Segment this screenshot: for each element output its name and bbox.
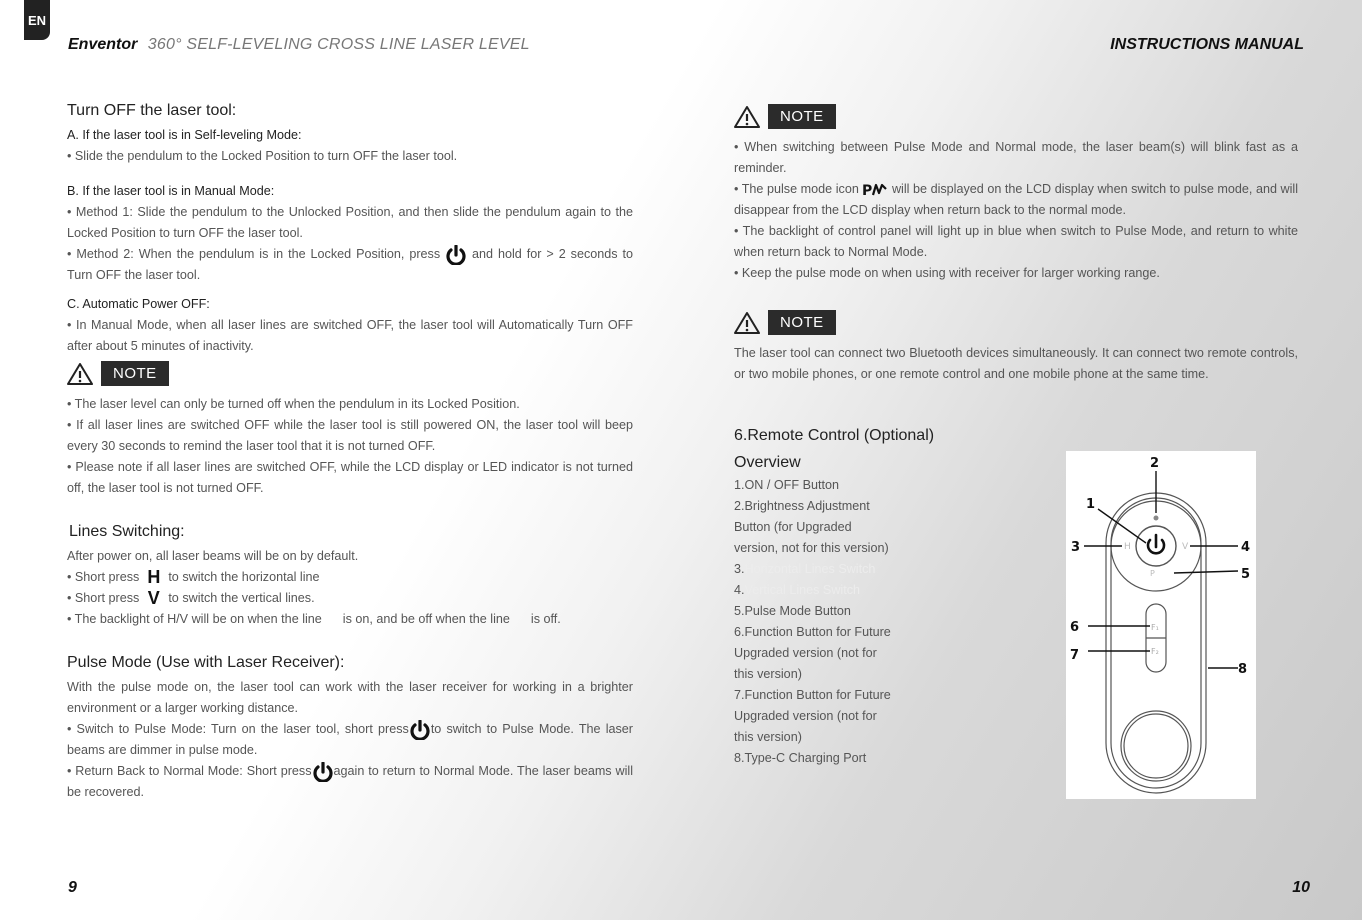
pulse-switch-text: • Switch to Pulse Mode: Turn on the laser tool, short press to switch to Pulse Mode. The laser beams are dimmer in pulse mode. (67, 719, 633, 761)
list-item: 5.Pulse Mode Button (734, 604, 851, 618)
note-item: • The pulse mode icon P will be displayed on the LCD display when switch to pulse mode, and will disappear from the LCD display when return back to the normal mode. (734, 182, 1299, 217)
list-item: this version) (734, 667, 802, 681)
callout-8: 8 (1238, 662, 1248, 677)
section-b-title: B. If the laser tool is in Manual Mode: (67, 184, 275, 198)
overview-heading: Overview (734, 454, 801, 471)
pulse-intro: With the pulse mode on, the laser tool can work with the laser receiver for working in a brighter environment or a larger working distance. (67, 680, 633, 715)
callout-3: 3 (1071, 540, 1081, 555)
callout-5: 5 (1241, 567, 1251, 582)
page-number-left: 9 (68, 879, 77, 896)
bluetooth-note-text: The laser tool can connect two Bluetooth devices simultaneously. It can connect two remote controls, or two mobile phones, or one remote control and one mobile phone at the same time. (734, 346, 1298, 381)
turn-off-heading: Turn OFF the laser tool: (67, 102, 237, 119)
warning-icon (67, 362, 93, 386)
section-a-text: • Slide the pendulum to the Locked Position to turn OFF the laser tool. (67, 149, 458, 163)
pulse-return-text: • Return Back to Normal Mode: Short press again to return to Normal Mode. The laser beams will be recovered. (67, 761, 633, 803)
callout-7: 7 (1070, 648, 1080, 663)
note-badge: NOTE (101, 361, 169, 386)
svg-text:F₁: F₁ (1151, 623, 1159, 632)
lines-intro: After power on, all laser beams will be on by default. (67, 549, 359, 563)
list-item: 7.Function Button for Future (734, 688, 891, 702)
list-item: version, not for this version) (734, 541, 889, 555)
language-label: EN (27, 12, 47, 28)
language-tab (24, 0, 50, 40)
list-item: Button (for Upgraded (734, 520, 852, 534)
remote-control-drawing (1066, 451, 1256, 799)
list-item: 6.Function Button for Future (734, 625, 891, 639)
remote-control-diagram (1066, 451, 1256, 799)
warning-icon (734, 105, 760, 129)
callout-2: 2 (1150, 456, 1160, 471)
list-item: Upgraded version (not for (734, 709, 877, 723)
manual-title: INSTRUCTIONS MANUAL (1110, 36, 1304, 53)
callout-6: 6 (1070, 620, 1080, 635)
list-item: 3.Horizontal Lines Switch (734, 562, 876, 576)
list-item: 4.Vertical Lines Switch (734, 583, 861, 597)
section-b-method2: • Method 2: When the pendulum is in the Locked Position, press and hold for > 2 seconds to Turn OFF the laser tool. (67, 244, 633, 286)
note-item: • Please note if all laser lines are switched OFF, while the LCD display or LED indicator is not turned off, the laser tool is not turned OFF. (67, 460, 633, 495)
horizontal-switch-text: • Short press H to switch the horizontal line (67, 567, 320, 587)
note-item: • The backlight of control panel will light up in blue when switch to Pulse Mode, and return to white when return back to Normal Mode. (734, 224, 1298, 259)
parts-list (734, 475, 934, 769)
left-page (67, 100, 633, 803)
callout-4: 4 (1241, 540, 1251, 555)
horizontal-line-icon: H (147, 567, 161, 587)
note-header (734, 104, 1298, 129)
note-item: • When switching between Pulse Mode and Normal mode, the laser beam(s) will blink fast as a reminder. (734, 140, 1298, 175)
section-a-title: A. If the laser tool is in Self-leveling Mode: (67, 128, 302, 142)
list-item: this version) (734, 730, 802, 744)
note-header (67, 361, 633, 386)
list-item: Upgraded version (not for (734, 646, 877, 660)
list-item: 1.ON / OFF Button (734, 478, 839, 492)
list-item: 8.Type-C Charging Port (734, 751, 867, 765)
note-item: • The laser level can only be turned off when the pendulum in its Locked Position. (67, 397, 520, 411)
svg-text:V: V (1182, 542, 1189, 552)
svg-text:H: H (1124, 542, 1131, 552)
pulse-mode-icon (862, 181, 888, 199)
note-item: • If all laser lines are switched OFF while the laser tool is still powered ON, the laser tool will beep every 30 seconds to remind the laser tool that it is not turned OFF. (67, 418, 633, 453)
page-number-right: 10 (1292, 879, 1310, 896)
power-icon (409, 720, 431, 740)
power-icon (312, 762, 334, 782)
remote-control-heading: 6.Remote Control (Optional) (734, 427, 935, 444)
section-b-method1: • Method 1: Slide the pendulum to the Unlocked Position, and then slide the pendulum again to the Locked Position to turn OFF the laser tool. (67, 205, 633, 240)
lines-switching-heading: Lines Switching: (69, 523, 185, 540)
svg-text:F₂: F₂ (1151, 647, 1159, 656)
vertical-line-icon: V (147, 588, 160, 608)
list-item: 2.Brightness Adjustment (734, 499, 870, 513)
power-icon (445, 245, 467, 265)
svg-text:P: P (862, 182, 873, 199)
warning-icon (734, 311, 760, 335)
document-header (68, 36, 530, 54)
note-badge: NOTE (768, 104, 836, 129)
vertical-switch-text: • Short press V to switch the vertical lines. (67, 588, 315, 608)
callout-1: 1 (1086, 497, 1096, 512)
section-c-title: C. Automatic Power OFF: (67, 297, 210, 311)
section-c-text: • In Manual Mode, when all laser lines are switched OFF, the laser tool will Automatically Turn OFF after about 5 minutes of inactivity. (67, 318, 633, 353)
product-name: 360° SELF-LEVELING CROSS LINE LASER LEVEL (147, 36, 530, 53)
note-badge: NOTE (768, 310, 836, 335)
backlight-text: • The backlight of H/V will be on when the line is on, and be off when the line is off. (67, 612, 561, 626)
note-header (734, 310, 1298, 335)
svg-text:P: P (1150, 569, 1155, 578)
brand-name: Enventor (68, 36, 138, 53)
note-item: • Keep the pulse mode on when using with receiver for larger working range. (734, 266, 1160, 280)
pulse-mode-heading: Pulse Mode (Use with Laser Receiver): (67, 654, 345, 671)
